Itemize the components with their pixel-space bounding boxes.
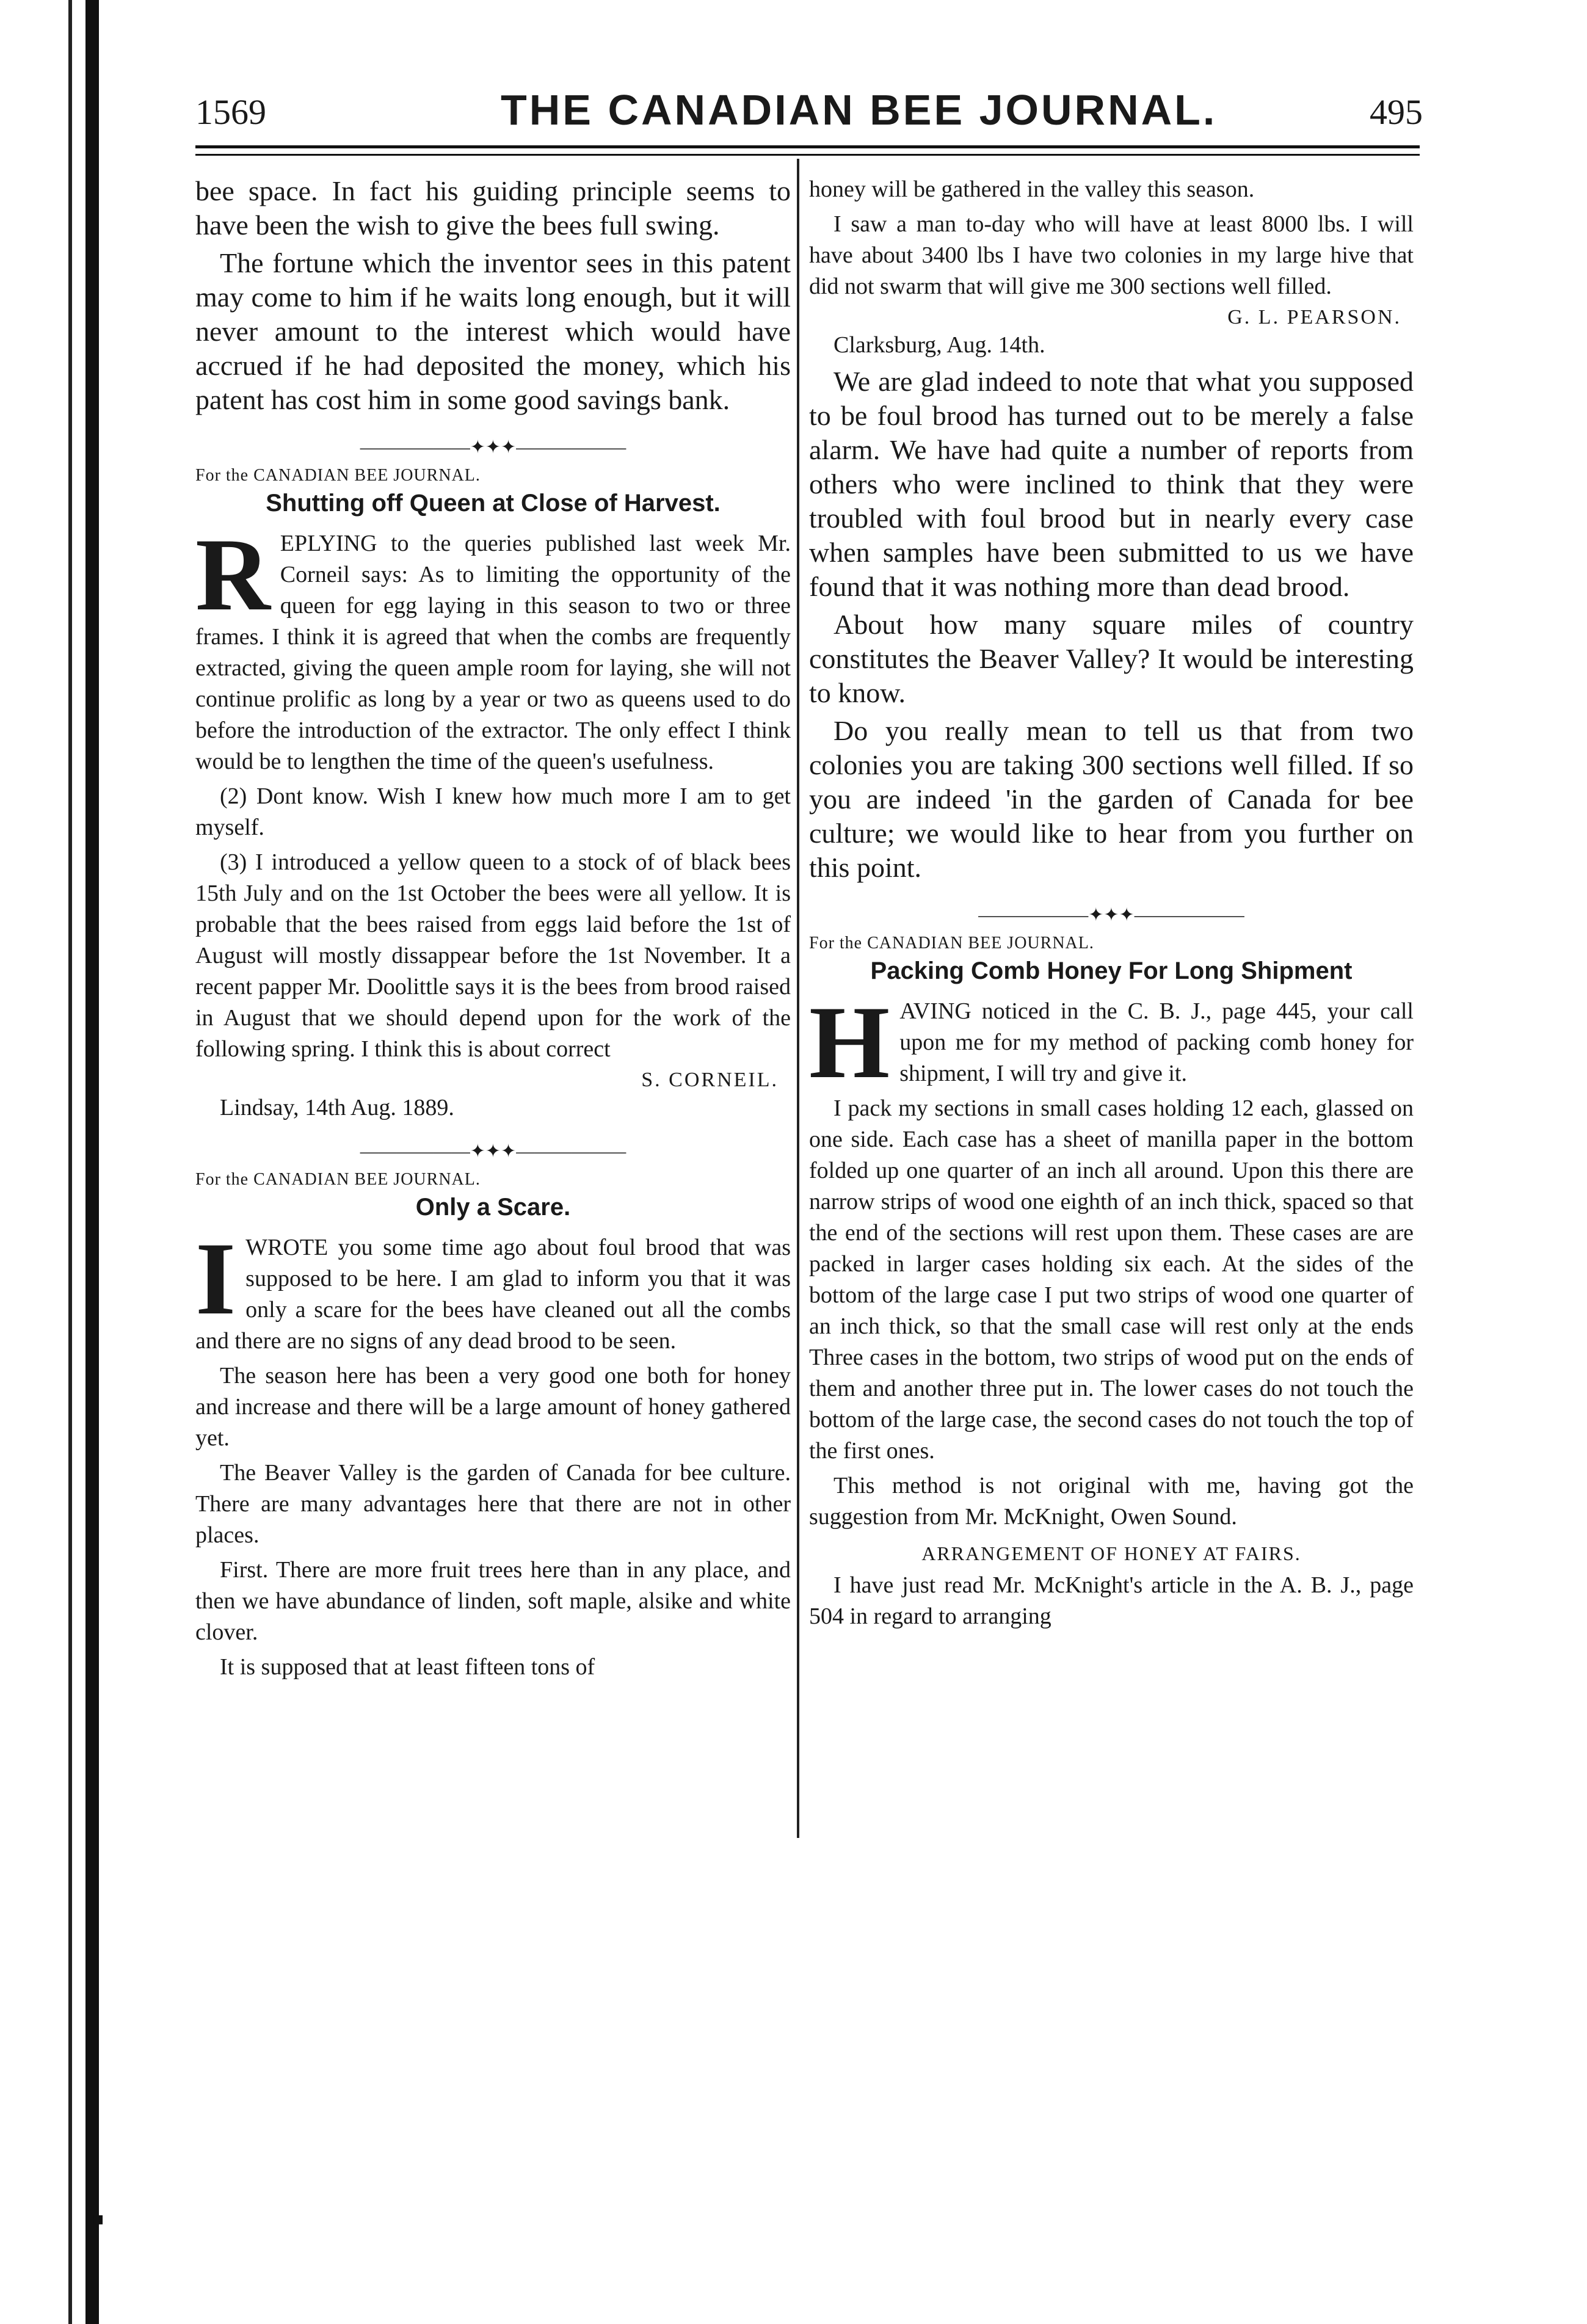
dateline: Lindsay, 14th Aug. 1889. <box>220 1095 454 1120</box>
right-column <box>809 174 1414 1636</box>
article-title: Packing Comb Honey For Long Shipment <box>870 957 1353 984</box>
article-title: Shutting off Queen at Close of Harvest. <box>266 490 721 517</box>
article-text: EPLYING to the queries published last week Mr. Corneil says: As to limiting the opportunity of the queen for egg laying in this season to two or three frames. I think it is agreed that when the combs are frequently extracted, giving the queen ample room for laying, she will not continue prolific as long by a year or two as queens used to do before the introduction of the extractor. The only effect I think would be to lengthen the time of the queen's usefulness. <box>195 531 791 774</box>
section-subheading: ARRANGEMENT OF HONEY AT FAIRS. <box>921 1542 1301 1564</box>
article-paragraph: The Beaver Valley is the garden of Canada for bee culture. There are many advantages here that there are not in other places. <box>195 1460 791 1548</box>
running-header <box>195 85 1423 140</box>
binding-edge <box>85 0 99 2324</box>
editor-reply: We are glad indeed to note that what you supposed to be foul brood has turned out to be merely a false alarm. We have had quite a number of reports from others who were inclined to think that they were troubled with foul brood but in nearly every case when samples have been submitted to us we have found that it was nothing more than dead brood. <box>809 366 1414 602</box>
left-column <box>195 174 791 1687</box>
journal-title: THE CANADIAN BEE JOURNAL. <box>501 86 1218 134</box>
article-credit: For the CANADIAN BEE JOURNAL. <box>195 1170 481 1189</box>
article-text: AVING noticed in the C. B. J., page 445, your call upon me for my method of packing comb honey for shipment, I will try and give it. <box>899 998 1414 1086</box>
author-signature: S. CORNEIL. <box>641 1069 779 1091</box>
header-rule-bottom <box>195 154 1420 156</box>
section-separator: ——————✦✦✦—————— <box>360 437 626 457</box>
header-rule-top <box>195 145 1420 148</box>
column-divider <box>797 159 799 1838</box>
article-paragraph: The season here has been a very good one both for honey and increase and there will be a large amount of honey gathered yet. <box>195 1363 791 1451</box>
section-separator: ——————✦✦✦—————— <box>360 1141 626 1161</box>
intro-paragraph: The fortune which the inventor sees in this patent may come to him if he waits long enough, but it will never amount to the interest which would have accrued if he had deposited the money, which his patent has cost him in some good savings bank. <box>195 247 791 415</box>
dateline: Clarksburg, Aug. 14th. <box>833 332 1045 358</box>
article-paragraph: (2) Dont know. Wish I knew how much more I am to get myself. <box>195 783 791 840</box>
article-paragraph: It is supposed that at least fifteen tons of <box>220 1654 595 1680</box>
ink-mark: ▪ <box>92 2199 105 2239</box>
article-paragraph: This method is not original with me, having got the suggestion from Mr. McKnight, Owen Sound. <box>809 1473 1414 1530</box>
article-paragraph: (3) I introduced a yellow queen to a stock of of black bees 15th July and on the 1st October the bees were all yellow. It is probable that the bees raised from eggs laid before the 1st of August will mostly dissappear before the 1st November. It a recent papper Mr. Doolittle says it is the bees from brood raised in August that we should depend upon for the work of the following spring. I think this is about correct <box>195 849 791 1062</box>
article-paragraph: I have just read Mr. McKnight's article in the A. B. J., page 504 in regard to arranging <box>809 1572 1414 1629</box>
article-paragraph <box>195 1221 791 1357</box>
article-title: Only a Scare. <box>415 1194 571 1221</box>
author-signature: G. L. PEARSON. <box>1227 306 1401 329</box>
drop-cap: I <box>195 1221 236 1336</box>
article-credit: For the CANADIAN BEE JOURNAL. <box>195 466 481 485</box>
article-text: WROTE you some time ago about foul brood that was supposed to be here. I am glad to inform you that it was only a scare for the bees have cleaned out all the combs and there are no signs of any dead brood to be seen. <box>195 1235 791 1354</box>
article-paragraph <box>809 985 1414 1100</box>
editor-reply: Do you really mean to tell us that from two colonies you are taking 300 sections well filled. If so you are indeed 'in the garden of Canada for bee culture; we would like to hear from you further on this point. <box>809 715 1414 883</box>
continued-paragraph: honey will be gathered in the valley this season. <box>809 176 1255 202</box>
binding-edge-thin <box>68 0 72 2324</box>
article-paragraph <box>195 517 791 777</box>
continued-paragraph: I saw a man to-day who will have at least 8000 lbs. I will have about 3400 lbs I have two colonies in my large hive that did not swarm that will give me 300 sections well filled. <box>809 211 1414 299</box>
drop-cap: H <box>809 985 890 1100</box>
drop-cap: R <box>195 517 271 632</box>
section-separator: ——————✦✦✦—————— <box>978 905 1244 925</box>
article-paragraph: I pack my sections in small cases holding 12 each, glassed on one side. Each case has a sheet of manilla paper in the bottom folded up one quarter of an inch all around. Upon this there are narrow strips of wood one eighth of an inch thick, spaced so that the end of the sections will rest upon them. These cases are are packed in larger cases holding six each. At the sides of the bottom of the large case I put two strips of wood one quarter of an inch thick, so that the small case will rest only at the ends Three cases in the bottom, two strips of wood put on the ends of them and another three put in. The lower cases do not touch the bottom of the large case, the second cases do not touch the top of the first ones. <box>809 1095 1414 1464</box>
editor-reply: About how many square miles of country constitutes the Beaver Valley? It would be interesting to know. <box>809 609 1414 708</box>
page-number-right: 495 <box>1370 92 1423 132</box>
intro-paragraph: bee space. In fact his guiding principle seems to have been the wish to give the bees full swing. <box>195 175 791 241</box>
page-number-left: 1569 <box>195 92 266 132</box>
article-paragraph: First. There are more fruit trees here than in any place, and then we have abundance of linden, soft maple, alsike and white clover. <box>195 1557 791 1645</box>
article-credit: For the CANADIAN BEE JOURNAL. <box>809 934 1094 953</box>
